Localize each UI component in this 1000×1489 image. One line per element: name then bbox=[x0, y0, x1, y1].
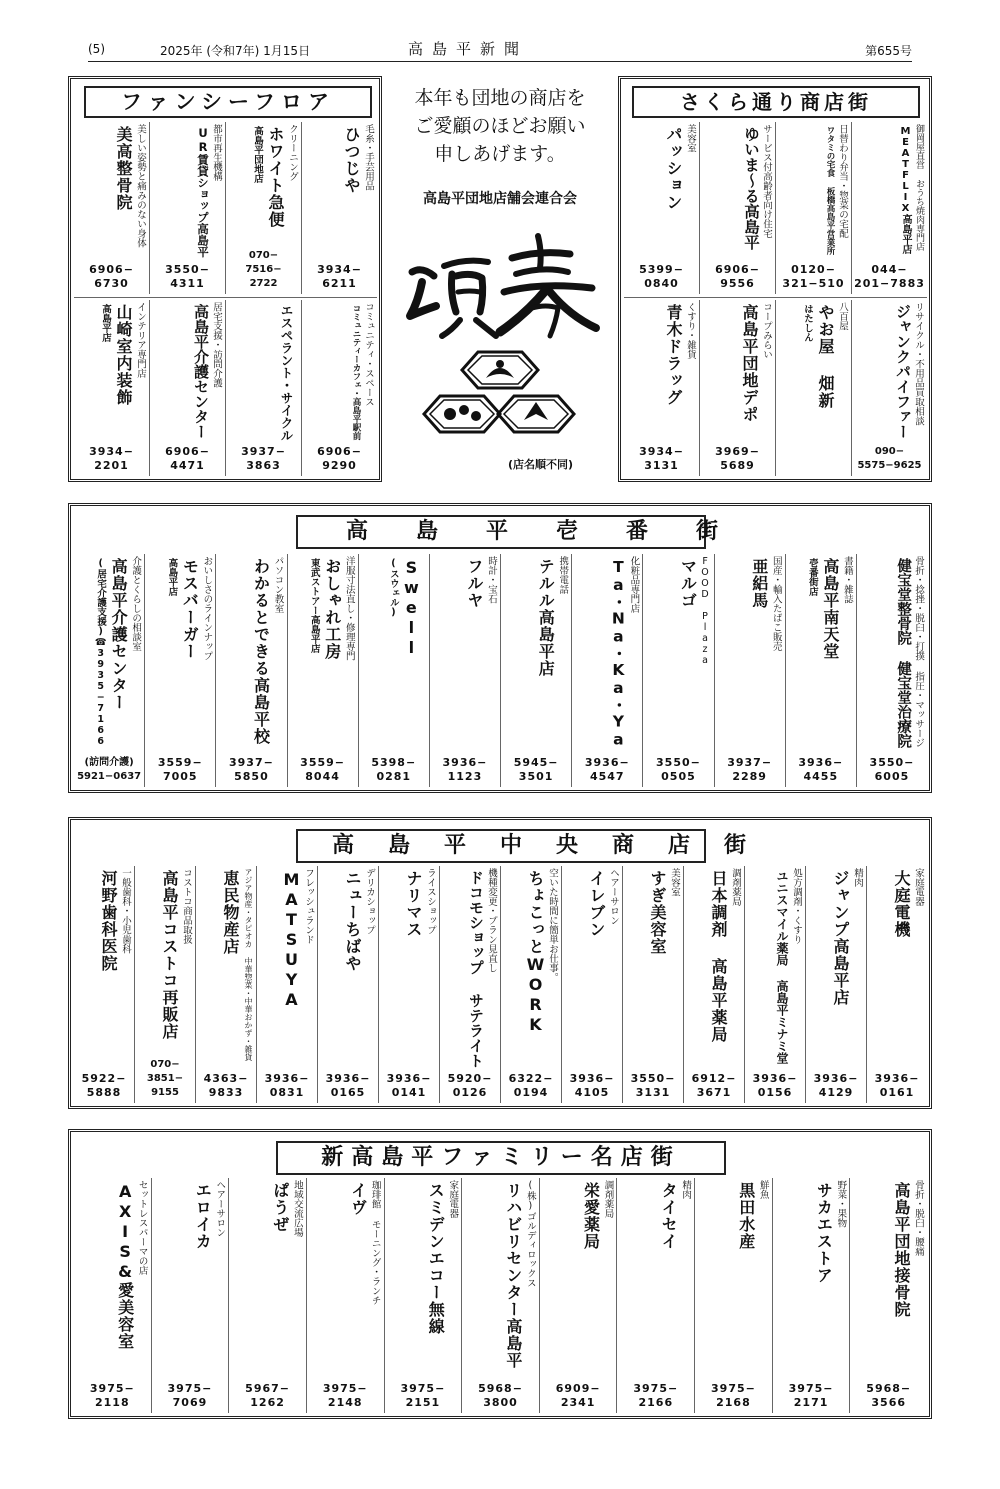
shop-name: 高島平介護センター bbox=[109, 558, 129, 711]
shop-name: ぱうぜ bbox=[270, 1182, 290, 1233]
shop-listing bbox=[461, 1178, 539, 1413]
shop-listing bbox=[215, 554, 286, 787]
shop-listing bbox=[74, 300, 149, 476]
fancy-floor-divider bbox=[74, 297, 377, 298]
shop-name: ニューちばや bbox=[343, 870, 362, 972]
shop-listing bbox=[642, 554, 713, 787]
shop-name: 山崎室内装飾 bbox=[114, 304, 133, 406]
shop-name: MATSUYA bbox=[282, 870, 301, 1010]
shop-category: 書籍・雑誌 bbox=[841, 556, 853, 604]
shop-category: 調剤薬局 bbox=[730, 868, 741, 906]
shop-listing bbox=[429, 554, 500, 787]
shop-category: 骨折・脱臼・腰痛 bbox=[913, 1180, 925, 1256]
shop-name: ドコモショップ サテライト bbox=[467, 870, 485, 1068]
shop-name: ちょこっとWORK bbox=[526, 870, 545, 1035]
shop-category: 美容室 bbox=[669, 868, 680, 897]
greeting-line-3: 申しあげます。 bbox=[434, 143, 566, 165]
shop-phone: 070− 3851− 9155 bbox=[146, 1059, 184, 1098]
shop-name: スミデンエコー無線 bbox=[426, 1182, 446, 1335]
shop-listing bbox=[384, 1178, 462, 1413]
shop-category: FOOD Plaza bbox=[699, 556, 711, 666]
shop-listing bbox=[500, 866, 561, 1103]
shop-category: フレッシュランド bbox=[303, 868, 314, 944]
fancy-floor-bottom-row bbox=[74, 300, 377, 476]
shop-category: パソコン教室 bbox=[272, 556, 284, 613]
association-name: 高島平団地店舗会連合会 bbox=[423, 191, 577, 207]
shop-branch: 東武ストアー高島平店 bbox=[308, 558, 320, 653]
shop-name: Swell bbox=[401, 558, 421, 658]
shop-phone: 5922− 5888 bbox=[81, 1072, 127, 1099]
greeting-line-1: 本年も団地の商店を bbox=[414, 87, 586, 109]
shop-category: ヘアーサロン bbox=[214, 1180, 226, 1237]
shop-name: コミュニティーカフェ・高島平駅前 bbox=[351, 304, 361, 440]
shop-phone: 3975− 2151 bbox=[400, 1382, 446, 1409]
shop-phone: 3936− 0141 bbox=[386, 1072, 432, 1099]
shop-category: 精肉 bbox=[680, 1180, 692, 1199]
shop-category: ヘアーサロン bbox=[608, 868, 619, 925]
shop-phone: 5968− 3800 bbox=[478, 1382, 523, 1409]
issue-date: 2025年 (令和7年) 1月15日 bbox=[160, 44, 311, 58]
shop-name: 青木ドラッグ bbox=[664, 304, 683, 406]
shop-listing bbox=[785, 554, 856, 787]
chuo-shops bbox=[74, 866, 927, 1103]
shop-category: 毛糸・手芸用品 bbox=[363, 124, 374, 191]
shop-listing bbox=[74, 554, 144, 787]
shop-branch: (スウェル) bbox=[387, 558, 399, 618]
shop-name: マルゴ bbox=[678, 558, 698, 609]
shop-name: エロイカ bbox=[193, 1182, 213, 1250]
shop-category: 介護とくらしの相談室 bbox=[130, 556, 142, 651]
new-year-calligraphy-image bbox=[400, 232, 600, 342]
shop-name: タイセイ bbox=[659, 1182, 679, 1250]
family-shops bbox=[74, 1178, 927, 1413]
shop-listing bbox=[694, 1178, 772, 1413]
shop-category: 美しい姿勢と痛みのない身体 bbox=[135, 124, 146, 248]
shop-name: ジャンプ高島平店 bbox=[831, 870, 850, 1006]
shop-name: ユニスマイル薬局 高島平ミナミ堂 bbox=[775, 870, 789, 1064]
shop-listing bbox=[287, 554, 358, 787]
shop-category: 機種変更・プラン見直し bbox=[486, 868, 497, 973]
shop-name: 高島平介護センター bbox=[192, 304, 210, 439]
shop-listing bbox=[616, 1178, 694, 1413]
shop-phone: 3936− 4455 bbox=[798, 756, 844, 783]
shop-phone: 3559− 8044 bbox=[300, 756, 346, 783]
shop-phone: 3936− 0165 bbox=[325, 1072, 371, 1099]
shop-branch: 高島平団地店 bbox=[252, 126, 263, 183]
shop-listing bbox=[622, 866, 683, 1103]
shop-phone: 3975− 7069 bbox=[167, 1382, 213, 1409]
shop-phone: 3550− 6005 bbox=[869, 756, 915, 783]
shop-listing bbox=[866, 866, 927, 1103]
shop-name: やお屋 畑新 bbox=[816, 304, 835, 409]
shop-category: おいしさのラインナップ bbox=[201, 556, 213, 661]
shop-branch: 壱番街店 bbox=[806, 558, 818, 596]
shop-category: 時計・宝石 bbox=[486, 556, 498, 604]
shop-phone: 6906− 9556 bbox=[715, 263, 760, 290]
shop-phone: 070− 7516− 2722 bbox=[245, 250, 282, 289]
shop-listing bbox=[134, 866, 195, 1103]
shop-phone: 3937− 5850 bbox=[229, 756, 274, 783]
shop-listing bbox=[805, 866, 866, 1103]
shop-category: 一般歯科・小児歯科 bbox=[120, 868, 131, 954]
shop-listing bbox=[539, 1178, 617, 1413]
shop-category: 空いた時間に簡単お仕事。 bbox=[547, 868, 558, 982]
shop-name: AXIS&愛美容室 bbox=[115, 1182, 135, 1350]
shop-category: 処方調剤・くすり bbox=[791, 868, 802, 944]
shop-phone: 3936− 0161 bbox=[874, 1072, 920, 1099]
shop-name: ゆいま〜る高島平 bbox=[742, 126, 760, 250]
shop-listing bbox=[74, 866, 134, 1103]
shop-phone: 5398− 0281 bbox=[371, 756, 417, 783]
shop-name: 日本調剤 高島平薬局 bbox=[709, 870, 728, 1043]
shop-phone: 5968− 3566 bbox=[866, 1382, 912, 1409]
shop-category: くすり・雑貨 bbox=[685, 302, 696, 359]
shop-listing bbox=[500, 554, 571, 787]
shop-phone: 6906− 6730 bbox=[89, 263, 134, 290]
shop-name: 高島平コストコ再販店 bbox=[160, 870, 179, 1040]
shop-branch: 高島平店 bbox=[166, 558, 178, 596]
shop-listing bbox=[851, 122, 927, 294]
shop-name: モスバーガー bbox=[180, 558, 200, 660]
shop-phone: 6322− 0194 bbox=[508, 1072, 554, 1099]
shop-category: 日替わり弁当・惣菜の宅配 bbox=[837, 124, 848, 238]
shop-phone: 3975− 2166 bbox=[633, 1382, 679, 1409]
shop-phone: (訪問介護) 5921−0637 bbox=[77, 757, 142, 782]
shop-phone: 090− 5575−9625 bbox=[857, 446, 922, 471]
chuo-title: 高島平中央商店街 bbox=[296, 829, 706, 863]
shop-listing bbox=[149, 300, 225, 476]
shop-name: ホワイト急便 bbox=[266, 126, 285, 228]
sakura-bottom-row bbox=[624, 300, 927, 476]
shop-listing bbox=[624, 300, 699, 476]
shop-phone: 3934− 2201 bbox=[89, 445, 134, 472]
shop-phone: 3936− 4129 bbox=[813, 1072, 859, 1099]
shop-phone: 5920− 0126 bbox=[447, 1072, 493, 1099]
shop-name: イレブン bbox=[587, 870, 606, 938]
shop-category: セットレスパーマの店 bbox=[136, 1180, 148, 1275]
shop-branch: 高島平店 bbox=[100, 304, 111, 342]
family-title: 新高島平ファミリー名店街 bbox=[276, 1141, 726, 1175]
ichiban-title: 高島平壱番街 bbox=[296, 515, 706, 549]
shop-listing bbox=[561, 866, 622, 1103]
shop-phone: 3937− 3863 bbox=[241, 445, 286, 472]
shop-phone: 6909− 2341 bbox=[555, 1382, 601, 1409]
shop-phone: 4363− 9833 bbox=[203, 1072, 249, 1099]
shop-category: インテリア専門店 bbox=[135, 302, 146, 378]
shop-name: 高島平団地接骨院 bbox=[892, 1182, 912, 1318]
shop-phone: 5967− 1262 bbox=[245, 1382, 291, 1409]
shop-phone: 3559− 7005 bbox=[157, 756, 203, 783]
page-header bbox=[88, 38, 912, 62]
shop-name: おしゃれ工房 bbox=[322, 558, 342, 660]
shop-category: リサイクル・不用品買取相談 bbox=[913, 302, 924, 426]
shop-name: 健宝堂整骨院 健宝堂治療院 bbox=[895, 558, 912, 748]
shop-listing bbox=[358, 554, 429, 787]
shop-name: イヴ bbox=[348, 1182, 368, 1216]
shop-phone: 3936− 1123 bbox=[442, 756, 488, 783]
shop-category: コープみらい bbox=[761, 302, 772, 359]
shop-phone: 044− 201−7883 bbox=[854, 263, 925, 290]
shop-category: (株)ゴルディロックス bbox=[524, 1180, 536, 1288]
shop-listing bbox=[225, 122, 301, 294]
shop-category: アジア物産・タピオカ 中華惣菜・中華おかず・雑貨 bbox=[244, 868, 253, 1061]
shop-phone: 3934− 6211 bbox=[317, 263, 362, 290]
shop-listing bbox=[683, 866, 744, 1103]
sakura-title: さくら通り商店街 bbox=[632, 86, 920, 118]
shop-name: 高島平南天堂 bbox=[820, 558, 840, 660]
shop-category: 珈琲館 モーニング・ランチ bbox=[369, 1180, 381, 1305]
shop-listing bbox=[378, 866, 439, 1103]
shop-listing bbox=[151, 1178, 229, 1413]
shop-category: 野菜・果物 bbox=[835, 1180, 847, 1228]
shop-listing bbox=[856, 554, 927, 787]
shop-name: UR賃貸ショップ高島平 bbox=[196, 126, 210, 258]
shop-category: 家庭電器 bbox=[447, 1180, 459, 1218]
sakura-divider bbox=[624, 297, 927, 298]
shop-phone: 5399− 0840 bbox=[639, 263, 684, 290]
shop-phone: 6906− 9290 bbox=[317, 445, 362, 472]
shop-name: 大庭電機 bbox=[892, 870, 911, 938]
shop-listing bbox=[775, 300, 851, 476]
shop-listing bbox=[851, 300, 927, 476]
shop-name: 河野歯科医院 bbox=[99, 870, 118, 972]
shop-name: 黒田水産 bbox=[736, 1182, 756, 1250]
shop-name: パッション bbox=[664, 126, 683, 211]
sakura-top-row bbox=[624, 122, 927, 294]
shop-phone: 3934− 3131 bbox=[639, 445, 684, 472]
shop-listing bbox=[849, 1178, 927, 1413]
family-crest-image bbox=[420, 340, 580, 440]
shop-category: サービス付高齢者向け住宅 bbox=[761, 124, 772, 238]
shop-category: 洋服寸法直し・修理専門 bbox=[343, 556, 355, 661]
shop-category: コストコ商品取扱 bbox=[181, 868, 192, 944]
shop-listing bbox=[714, 554, 785, 787]
shop-phone: 3550− 3131 bbox=[630, 1072, 676, 1099]
shop-listing bbox=[225, 300, 301, 476]
shop-name: リハビリセンター高島平 bbox=[503, 1182, 523, 1369]
issue-number: 第655号 bbox=[865, 44, 912, 58]
shop-listing bbox=[301, 122, 377, 294]
fancy-floor-top-row bbox=[74, 122, 377, 294]
shop-phone: 3975− 2118 bbox=[89, 1382, 135, 1409]
shop-name: ひつじや bbox=[342, 126, 361, 194]
shop-listing bbox=[744, 866, 805, 1103]
shop-name: エスペラント・サイクル bbox=[279, 304, 294, 442]
newspaper-name: 高島平新聞 bbox=[408, 40, 529, 58]
shop-category: 八百屋 bbox=[837, 302, 848, 331]
shop-name: Ta・Na・Ka・Ya bbox=[609, 558, 628, 749]
shop-branch: はたしん bbox=[802, 304, 813, 342]
shop-phone: 3969− 5689 bbox=[715, 445, 760, 472]
shop-listing bbox=[256, 866, 317, 1103]
ichiban-shops bbox=[74, 554, 927, 787]
shop-phone: 3936− 4105 bbox=[569, 1072, 615, 1099]
shop-phone: 3936− 0156 bbox=[752, 1072, 798, 1099]
shop-name: わかるとできる高島平校 bbox=[251, 558, 271, 745]
shop-listing bbox=[699, 300, 775, 476]
shop-listing bbox=[195, 866, 256, 1103]
shop-name: ワタミの宅食 板橋高島平営業所 bbox=[825, 126, 835, 255]
shop-branch: (居宅介護支援)☎3935−7166 bbox=[95, 558, 107, 747]
page-number: (5) bbox=[88, 42, 105, 56]
shop-listing bbox=[775, 122, 851, 294]
shop-listing bbox=[301, 300, 377, 476]
shop-category: 美容室 bbox=[685, 124, 696, 153]
shop-category: 居宅支援・訪問介護 bbox=[211, 302, 222, 388]
shop-listing bbox=[149, 122, 225, 294]
shop-name: 美高整骨院 bbox=[114, 126, 133, 211]
shop-category: クリーニング bbox=[287, 124, 298, 181]
shop-name: サカエストア bbox=[814, 1182, 834, 1284]
shop-category: ライスショップ bbox=[425, 868, 436, 935]
shop-listing bbox=[439, 866, 500, 1103]
fancy-floor-title: ファンシーフロア bbox=[84, 86, 372, 118]
shop-phone: 3975− 2148 bbox=[322, 1382, 368, 1409]
shop-category: 家庭電器 bbox=[913, 868, 924, 906]
shop-phone: 0120− 321−510 bbox=[782, 263, 845, 290]
shop-listing bbox=[228, 1178, 306, 1413]
shop-phone: 6912− 3671 bbox=[691, 1072, 737, 1099]
shop-listing bbox=[571, 554, 642, 787]
shop-category: 御岡屋直営 おうち焼肉専門店 bbox=[914, 124, 924, 251]
shop-phone: 3975− 2168 bbox=[711, 1382, 756, 1409]
shop-phone: 3937− 2289 bbox=[727, 756, 773, 783]
shop-listing bbox=[772, 1178, 850, 1413]
shop-category: 化粧品専門店 bbox=[628, 556, 640, 613]
shop-phone: 3936− 4547 bbox=[584, 756, 630, 783]
shop-listing bbox=[624, 122, 699, 294]
shop-name: 亜絽馬 bbox=[749, 558, 769, 609]
shop-category: 調剤薬局 bbox=[602, 1180, 614, 1218]
shop-listing bbox=[144, 554, 215, 787]
shop-category: 鮮魚 bbox=[757, 1180, 769, 1199]
shop-name: MEATFLIX高島平店 bbox=[900, 126, 911, 254]
order-note: (店名順不同) bbox=[508, 458, 574, 471]
shop-category: 精肉 bbox=[852, 868, 863, 887]
shop-name: すぎ美容室 bbox=[648, 870, 667, 955]
shop-phone: 3550− 0505 bbox=[656, 756, 701, 783]
shop-phone: 5945− 3501 bbox=[513, 756, 559, 783]
shop-name: テルル高島平店 bbox=[536, 558, 556, 677]
shop-category: 国産・輸入たばこ販売 bbox=[770, 556, 782, 651]
greeting-line-2: ご愛顧のほどお願い bbox=[414, 115, 586, 137]
shop-name: ナリマス bbox=[404, 870, 423, 938]
greeting-message bbox=[385, 84, 615, 208]
shop-listing bbox=[306, 1178, 384, 1413]
shop-phone: 3550− 4311 bbox=[165, 263, 210, 290]
shop-category: 都市再生機構 bbox=[211, 124, 222, 181]
shop-category: 地域交流広場 bbox=[291, 1180, 303, 1237]
shop-name: 高島平団地デポ bbox=[740, 304, 759, 423]
shop-phone: 3936− 0831 bbox=[264, 1072, 310, 1099]
shop-name: ジャンクパイファー bbox=[894, 304, 912, 439]
shop-listing bbox=[699, 122, 775, 294]
shop-category: 骨折・捻挫・脱臼・打撲 指圧・マッサージ bbox=[913, 556, 925, 748]
shop-phone: 3975− 2171 bbox=[788, 1382, 834, 1409]
shop-name: フルヤ bbox=[465, 558, 485, 609]
shop-name: 恵民物産店 bbox=[221, 870, 240, 955]
shop-phone: 6906− 4471 bbox=[165, 445, 210, 472]
shop-listing bbox=[74, 122, 149, 294]
shop-listing bbox=[74, 1178, 151, 1413]
shop-category: デリカショップ bbox=[364, 868, 375, 935]
shop-category: コミュニティ・スペース bbox=[363, 302, 374, 407]
shop-name: 栄愛薬局 bbox=[581, 1182, 601, 1250]
shop-category: 携帯電話 bbox=[557, 556, 569, 594]
shop-listing bbox=[317, 866, 378, 1103]
